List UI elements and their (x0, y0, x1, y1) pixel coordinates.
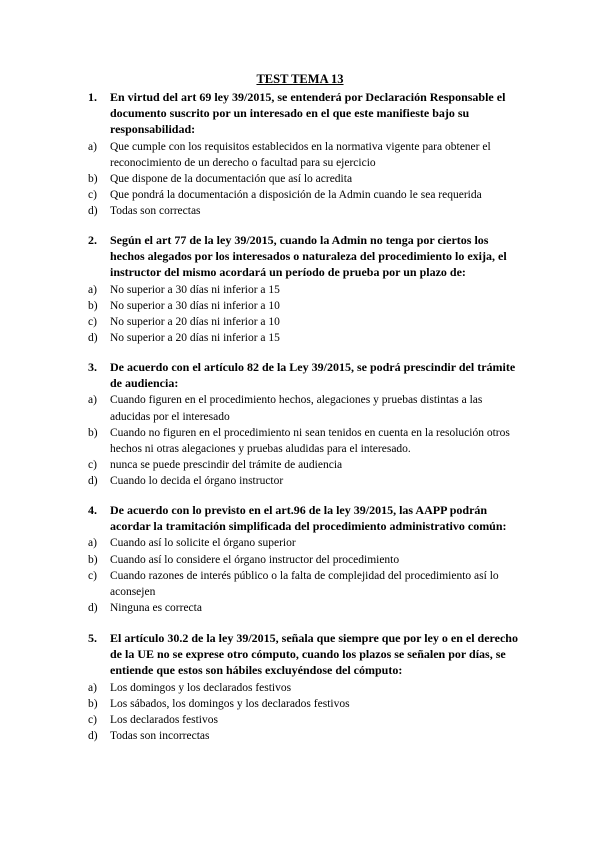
question-5-text-block (88, 630, 518, 679)
option-text: Cuando razones de interés público o la falta de complejidad del procedimiento así lo aconsejen (110, 569, 499, 599)
question-2-option-b (88, 298, 518, 314)
option-text: Los sábados, los domingos y los declarados festivos (110, 697, 350, 710)
question-3-option-c (88, 457, 518, 473)
option-letter: a) (88, 140, 97, 153)
option-letter: c) (88, 459, 97, 472)
option-text: Todas son incorrectas (110, 730, 210, 743)
option-text: Los declarados festivos (110, 714, 218, 727)
question-3-option-b (88, 425, 518, 457)
option-text: Que pondrá la documentación a disposición de la Admin cuando le sea requerida (110, 189, 482, 202)
option-text: Cuando no figuren en el procedimiento ni sean tenidos en cuenta en la resolución otros hechos ni otras alegaciones y pruebas aludidas para el interesado. (110, 426, 510, 456)
question-5-number: 5. (88, 631, 97, 645)
question-2-option-d (88, 330, 518, 346)
option-letter: c) (88, 569, 97, 582)
question-3-option-d (88, 473, 518, 489)
question-5-option-a (88, 680, 518, 696)
option-letter: c) (88, 714, 97, 727)
option-text: No superior a 20 días ni inferior a 15 (110, 332, 280, 345)
option-letter: b) (88, 173, 98, 186)
option-letter: b) (88, 553, 98, 566)
question-1-option-a (88, 139, 518, 171)
question-4-option-d (88, 600, 518, 616)
question-3-number: 3. (88, 360, 97, 374)
option-text: No superior a 20 días ni inferior a 10 (110, 316, 280, 329)
option-letter: a) (88, 394, 97, 407)
question-5-text: El artículo 30.2 de la ley 39/2015, señala que siempre que por ley o en el derecho de la UE no se exprese otro cómputo, cuando los plazos se señalen por días, se entiende que estos son hábiles excluyéndose del cómputo: (110, 631, 518, 678)
option-letter: b) (88, 299, 98, 312)
question-1 (88, 89, 518, 220)
question-3-options (88, 392, 518, 489)
question-4-options (88, 535, 518, 616)
question-4-option-a (88, 535, 518, 551)
option-text: Cuando lo decida el órgano instructor (110, 475, 284, 488)
question-3-text: De acuerdo con el artículo 82 de la Ley 39/2015, se podrá prescindir del trámite de audiencia: (110, 360, 516, 391)
option-text: Ninguna es correcta (110, 602, 202, 615)
question-2-text: Según el art 77 de la ley 39/2015, cuando la Admin no tenga por ciertos los hechos alegados por los interesados o naturaleza del procedimiento lo exija, el instructor del mismo acordará un período de prueba por un plazo de: (110, 233, 507, 280)
question-1-text-block (88, 89, 518, 138)
option-text: No superior a 30 días ni inferior a 10 (110, 299, 280, 312)
question-2-options (88, 282, 518, 347)
question-2-option-c (88, 314, 518, 330)
question-1-number: 1. (88, 90, 97, 104)
option-text: Los domingos y los declarados festivos (110, 681, 292, 694)
question-5-options (88, 680, 518, 745)
question-2-option-a (88, 282, 518, 298)
question-5-option-d (88, 728, 518, 744)
question-4-number: 4. (88, 503, 97, 517)
question-1-option-b (88, 171, 518, 187)
option-letter: d) (88, 205, 98, 218)
option-text: Cuando así lo solicite el órgano superior (110, 537, 296, 550)
question-3-option-a (88, 392, 518, 424)
question-3-text-block (88, 359, 518, 391)
option-text: Que dispone de la documentación que así lo acredita (110, 173, 353, 186)
option-text: nunca se puede prescindir del trámite de audiencia (110, 459, 343, 472)
option-letter: d) (88, 475, 98, 488)
question-1-text: En virtud del art 69 ley 39/2015, se entenderá por Declaración Responsable el documento suscrito por un interesado en el que este manifieste bajo su responsabilidad: (110, 90, 506, 137)
question-2 (88, 232, 518, 346)
question-2-number: 2. (88, 233, 97, 247)
option-letter: b) (88, 426, 98, 439)
option-letter: c) (88, 189, 97, 202)
option-letter: a) (88, 681, 97, 694)
question-2-text-block (88, 232, 518, 281)
question-1-options (88, 139, 518, 220)
question-4 (88, 502, 518, 616)
question-4-text-block (88, 502, 518, 534)
document-title: TEST TEMA 13 (256, 72, 344, 86)
option-letter: d) (88, 730, 98, 743)
option-text: No superior a 30 días ni inferior a 15 (110, 283, 280, 296)
option-letter: d) (88, 332, 98, 345)
option-letter: b) (88, 697, 98, 710)
question-4-text: De acuerdo con lo previsto en el art.96 de la ley 39/2015, las AAPP podrán acordar la tramitación simplificada del procedimiento administrativo común: (110, 503, 507, 534)
option-text: Que cumple con los requisitos establecidos en la normativa vigente para obtener el reconocimiento de un derecho o facultad para su ejercicio (110, 140, 491, 169)
question-1-option-d (88, 203, 518, 219)
option-text: Cuando así lo considere el órgano instructor del procedimiento (110, 553, 400, 566)
question-5 (88, 630, 518, 744)
option-letter: d) (88, 602, 98, 615)
option-letter: a) (88, 537, 97, 550)
option-letter: c) (88, 316, 97, 329)
question-5-option-c (88, 712, 518, 728)
question-5-option-b (88, 696, 518, 712)
option-text: Todas son correctas (110, 205, 201, 218)
question-3 (88, 359, 518, 490)
option-letter: a) (88, 283, 97, 296)
question-4-option-b (88, 552, 518, 568)
question-1-option-c (88, 187, 518, 203)
option-text: Cuando figuren en el procedimiento hechos, alegaciones y pruebas distintas a las aducidas por el interesado (110, 394, 483, 423)
question-4-option-c (88, 568, 518, 600)
